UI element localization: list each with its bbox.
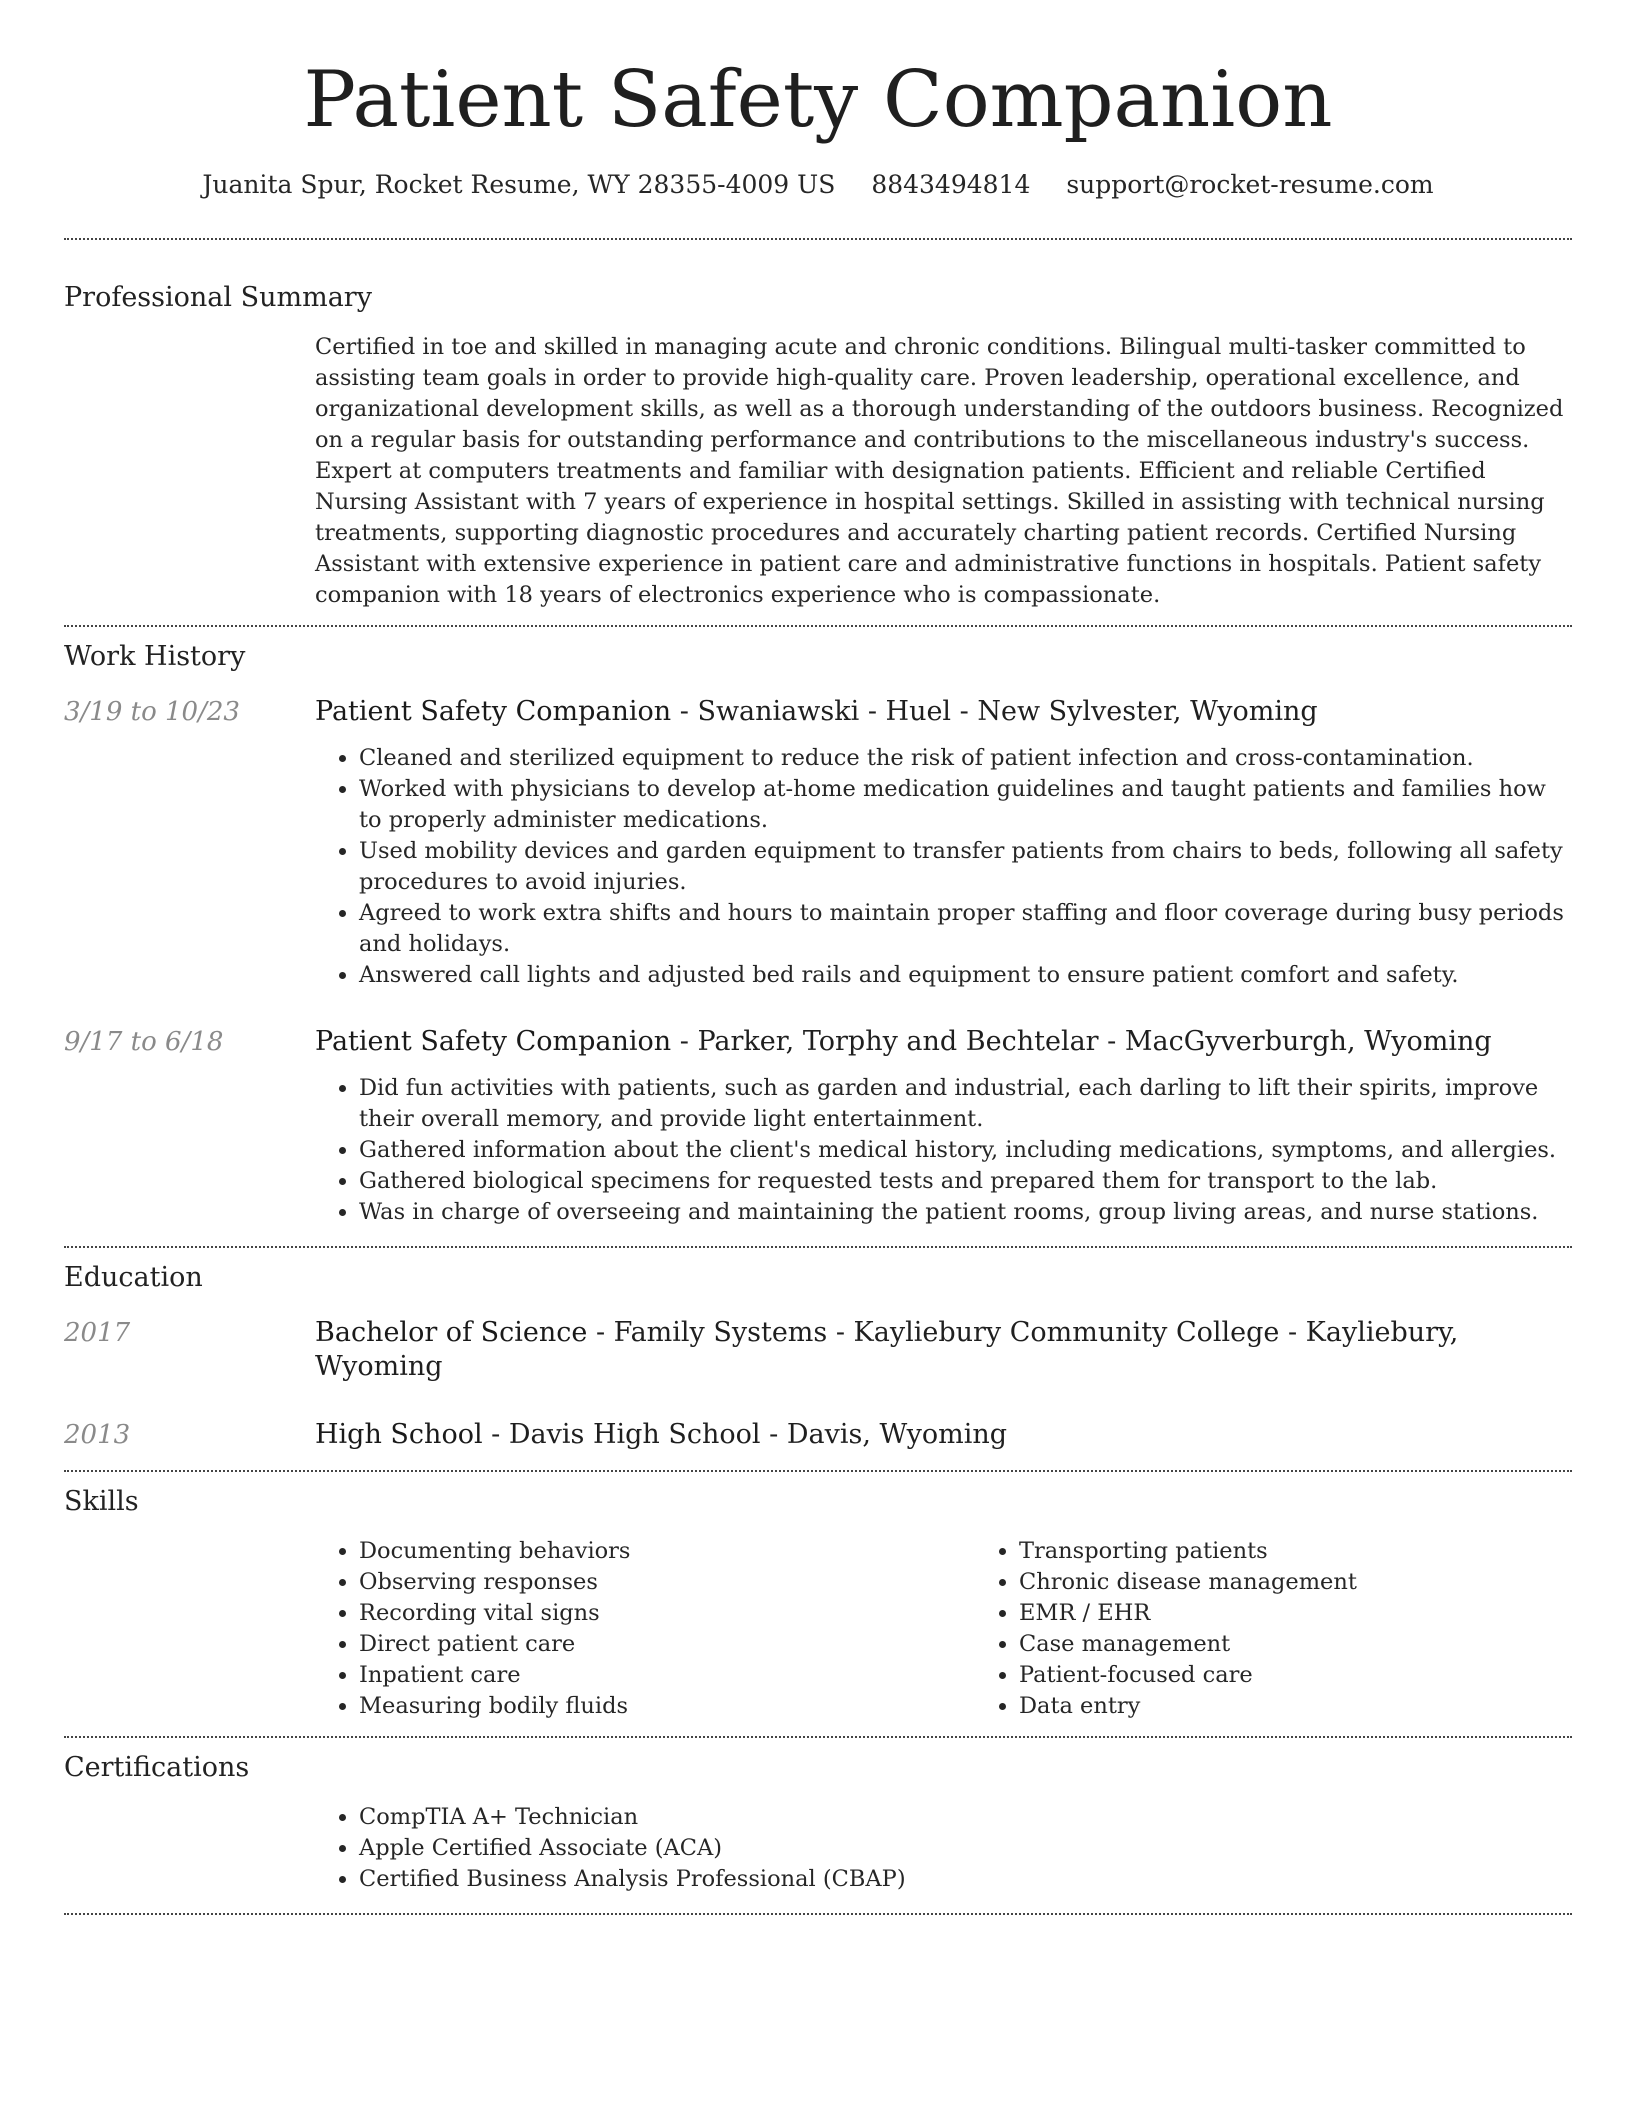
skill-item: • Documenting behaviors [359,1536,975,1567]
job-title [315,695,1572,729]
certifications-content [315,1802,1572,1895]
job-bullet: • Worked with physicians to develop at-home medication guidelines and taught patients and families how to properly administer medications. [359,774,1572,836]
education-details: - Davis High School - Davis, Wyoming [482,1419,1008,1450]
job-entry [64,695,1572,991]
skill-item: • Patient-focused care [1019,1660,1632,1691]
job-content [315,695,1572,991]
contact-line [64,168,1572,202]
skill-item: • Direct patient care [359,1629,975,1660]
certifications-heading: Certifications [64,1752,250,1783]
education-entry [64,1418,1572,1452]
job-entry [64,1025,1572,1228]
job-bullets [315,1073,1572,1228]
section-divider [64,625,1572,627]
skill-item: • Inpatient care [359,1660,975,1691]
certification-item: • Certified Business Analysis Professional (CBAP) [359,1864,1572,1895]
section-divider [64,1246,1572,1248]
job-bullet: • Cleaned and sterilized equipment to reduce the risk of patient infection and cross-contamination. [359,743,1572,774]
job-bullet: • Answered call lights and adjusted bed rails and equipment to ensure patient comfort and safety. [359,960,1572,991]
education-title [315,1418,1572,1452]
job-title [315,1025,1572,1059]
skills-list-left [315,1536,975,1722]
job-details: - Swaniawski - Huel - New Sylvester, Wyoming [671,696,1318,727]
work-heading: Work History [64,641,246,672]
job-bullet: • Agreed to work extra shifts and hours to maintain proper staffing and floor coverage during busy periods and holidays. [359,898,1572,960]
skill-item: • EMR / EHR [1019,1598,1632,1629]
education-degree: Bachelor of Science [315,1317,588,1348]
summary-heading: Professional Summary [64,282,372,313]
job-dates: 3/19 to 10/23 [64,697,240,727]
skills-row [64,1536,1572,1722]
skill-item: • Observing responses [359,1567,975,1598]
summary-row [64,332,1572,611]
skills-heading: Skills [64,1486,139,1517]
job-bullets [315,743,1572,991]
education-heading: Education [64,1262,203,1293]
certifications-row [64,1802,1572,1895]
education-details: - Family Systems - Kayliebury Community College - Kayliebury, Wyoming [315,1317,1459,1382]
job-bullet: • Did fun activities with patients, such as garden and industrial, each darling to lift their spirits, improve their overall memory, and provide light entertainment. [359,1073,1572,1135]
section-divider [64,1913,1572,1915]
job-bullet: • Used mobility devices and garden equipment to transfer patients from chairs to beds, following all safety procedures to avoid injuries. [359,836,1572,898]
contact-address: Juanita Spur, Rocket Resume, WY 28355-4009 US [202,170,836,199]
certification-item: • CompTIA A+ Technician [359,1802,1572,1833]
education-year: 2013 [64,1420,131,1450]
section-divider [64,1736,1572,1738]
job-dates: 9/17 to 6/18 [64,1027,224,1057]
job-bullet: • Gathered biological specimens for requested tests and prepared them for transport to the lab. [359,1166,1572,1197]
skill-item: • Measuring bodily fluids [359,1691,975,1722]
certification-item: • Apple Certified Associate (ACA) [359,1833,1572,1864]
education-year: 2017 [64,1318,131,1348]
education-entry [64,1316,1572,1384]
skills-grid [315,1536,1632,1722]
skill-item: • Case management [1019,1629,1632,1660]
skill-item: • Transporting patients [1019,1536,1632,1567]
job-role: Patient Safety Companion [315,696,672,727]
education-title [315,1316,1572,1384]
contact-phone: 8843494814 [871,170,1031,199]
job-content [315,1025,1572,1228]
job-details: - Parker, Torphy and Bechtelar - MacGyverburgh, Wyoming [671,1026,1492,1057]
skill-item: • Recording vital signs [359,1598,975,1629]
section-divider [64,238,1572,240]
skill-item: • Data entry [1019,1691,1632,1722]
resume-title: Patient Safety Companion [303,55,1333,145]
job-bullet: • Was in charge of overseeing and maintaining the patient rooms, group living areas, and nurse stations. [359,1197,1572,1228]
job-bullet: • Gathered information about the client's medical history, including medications, symptoms, and allergies. [359,1135,1572,1166]
job-role: Patient Safety Companion [315,1026,672,1057]
skills-list-right [975,1536,1632,1722]
summary-spacer [64,332,315,611]
resume-page [64,0,1572,1915]
education-degree: High School [315,1419,483,1450]
certifications-spacer [64,1802,315,1895]
contact-email: support@rocket-resume.com [1066,170,1434,199]
certifications-list [315,1802,1572,1895]
section-divider [64,1470,1572,1472]
skill-item: • Chronic disease management [1019,1567,1632,1598]
skills-spacer [64,1536,315,1722]
summary-text: Certified in toe and skilled in managing acute and chronic conditions. Bilingual multi-tasker committed to assisting team goals in order to provide high-quality care. Proven leadership, operational excellence, and organizational development skills, as well as a thorough understanding of the outdoors business. Recognized on a regular basis for outstanding performance and contributions to the miscellaneous industry's success. Expert at computers treatments and familiar with designation patients. Efficient and reliable Certified Nursing Assistant with 7 years of experience in hospital settings. Skilled in assisting with technical nursing treatments, supporting diagnostic procedures and accurately charting patient records. Certified Nursing Assistant with extensive experience in patient care and administrative functions in hospitals. Patient safety companion with 18 years of electronics experience who is compassionate. [315,334,1564,608]
